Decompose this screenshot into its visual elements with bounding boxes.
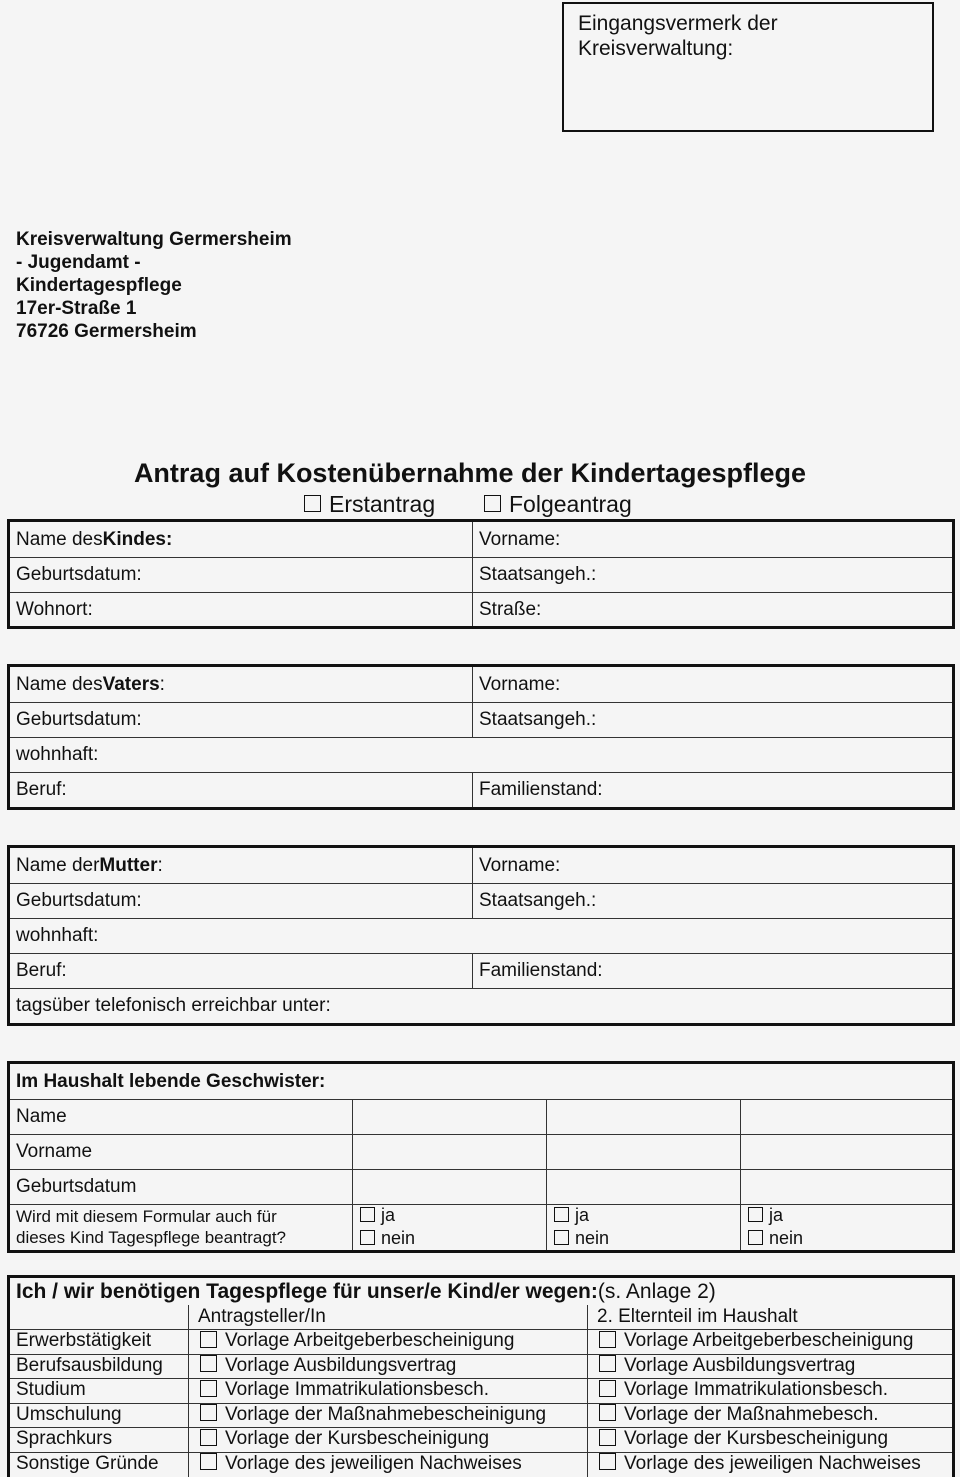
- checkbox-icon[interactable]: [748, 1230, 763, 1245]
- child-birthdate-label: Geburtsdatum:: [16, 563, 142, 585]
- label-text: Name des: [16, 528, 103, 550]
- reason-label: Erwerbstätigkeit: [16, 1330, 152, 1352]
- reason-label: Studium: [16, 1379, 86, 1401]
- child-street-label: Straße:: [479, 598, 542, 620]
- child-name-row[interactable]: [10, 522, 952, 558]
- applicant-doc-option[interactable]: [194, 1378, 489, 1403]
- address-line: Kreisverwaltung Germersheim: [16, 229, 292, 250]
- yes-label: ja: [769, 1205, 784, 1225]
- sibling-1-choice: [354, 1204, 415, 1250]
- checkbox-icon[interactable]: [599, 1404, 616, 1421]
- applicant-doc-option[interactable]: [194, 1427, 489, 1452]
- child-birth-row[interactable]: [10, 557, 952, 593]
- checkbox-icon[interactable]: [360, 1207, 375, 1222]
- form-title: Antrag auf Kostenübernahme der Kindertagespflege: [133, 458, 807, 488]
- doc-label: Vorlage Arbeitgeberbescheinigung: [624, 1330, 914, 1352]
- no-label: nein: [575, 1228, 610, 1248]
- mother-birthdate-label: Geburtsdatum:: [16, 889, 142, 911]
- child-section: [7, 519, 955, 629]
- no-label: nein: [769, 1228, 804, 1248]
- care-need-header: [10, 1278, 716, 1305]
- doc-label: Vorlage Immatrikulationsbesch.: [624, 1379, 889, 1401]
- mother-residence-label: wohnhaft:: [16, 924, 99, 946]
- applicant-doc-option[interactable]: [194, 1452, 522, 1477]
- care-need-col-header-row: [10, 1305, 952, 1330]
- second-parent-doc-option[interactable]: [593, 1329, 913, 1354]
- label-text: :: [157, 854, 163, 876]
- mother-section: [7, 845, 955, 1026]
- doc-label: Vorlage der Maßnahmebesch.: [624, 1403, 879, 1425]
- yes-option[interactable]: [748, 1204, 783, 1227]
- care-reason-row[interactable]: [10, 1378, 952, 1404]
- option-label: Erstantrag: [329, 491, 436, 517]
- sibling-3-choice: [742, 1204, 803, 1250]
- care-need-header-row: [10, 1278, 952, 1305]
- no-option[interactable]: [748, 1227, 803, 1250]
- checkbox-icon[interactable]: [304, 495, 321, 512]
- applicant-doc-option[interactable]: [194, 1354, 456, 1379]
- sibling-firstname-label: Vorname: [16, 1140, 93, 1162]
- sibling-question: [10, 1204, 286, 1250]
- label-bold: Vaters: [102, 673, 160, 695]
- reason-label: Sonstige Gründe: [16, 1452, 159, 1474]
- mother-nationality-label: Staatsangeh.:: [479, 889, 597, 911]
- label-text: Name des: [16, 673, 103, 695]
- mother-address-row[interactable]: [10, 918, 952, 954]
- option-folgeantrag[interactable]: [484, 490, 632, 518]
- sibling-birthdate-row[interactable]: [10, 1169, 952, 1205]
- checkbox-icon[interactable]: [200, 1453, 217, 1470]
- mother-job-label: Beruf:: [16, 959, 67, 981]
- mother-name-row[interactable]: [10, 848, 952, 884]
- father-birth-row[interactable]: [10, 702, 952, 738]
- father-marital-label: Familienstand:: [479, 778, 603, 800]
- checkbox-icon[interactable]: [554, 1230, 569, 1245]
- stamp-line1: Eingangsvermerk der: [578, 12, 778, 35]
- father-section: [7, 664, 955, 810]
- checkbox-icon[interactable]: [599, 1453, 616, 1470]
- reason-label: Sprachkurs: [16, 1428, 113, 1450]
- sibling-2-choice: [548, 1204, 609, 1250]
- checkbox-icon[interactable]: [599, 1429, 616, 1446]
- applicant-doc-option[interactable]: [194, 1403, 546, 1428]
- child-name-label: [10, 522, 172, 557]
- yes-label: ja: [575, 1205, 590, 1225]
- father-residence-label: wohnhaft:: [16, 743, 99, 765]
- address-line: - Jugendamt -: [16, 252, 141, 273]
- siblings-header-row: [10, 1064, 952, 1100]
- checkbox-icon[interactable]: [748, 1207, 763, 1222]
- address-line: 17er-Straße 1: [16, 298, 137, 319]
- checkbox-icon[interactable]: [200, 1404, 217, 1421]
- father-firstname-label: Vorname:: [479, 673, 561, 695]
- stamp-line2: Kreisverwaltung:: [578, 37, 734, 60]
- question-line: dieses Kind Tagespflege beantragt?: [16, 1228, 286, 1247]
- father-birthdate-label: Geburtsdatum:: [16, 708, 142, 730]
- checkbox-icon[interactable]: [200, 1331, 217, 1348]
- siblings-header: Im Haushalt lebende Geschwister:: [16, 1070, 326, 1092]
- father-nationality-label: Staatsangeh.:: [479, 708, 597, 730]
- checkbox-icon[interactable]: [554, 1207, 569, 1222]
- col-second-parent: 2. Elternteil im Haushalt: [597, 1306, 798, 1327]
- doc-label: Vorlage des jeweiligen Nachweises: [624, 1452, 921, 1474]
- label-text: :: [159, 673, 165, 695]
- address-line: 76726 Germersheim: [16, 321, 197, 342]
- care-reason-row[interactable]: [10, 1354, 952, 1380]
- reason-label: Berufsausbildung: [16, 1354, 163, 1376]
- second-parent-doc-option[interactable]: [593, 1452, 921, 1477]
- mother-job-row[interactable]: [10, 953, 952, 989]
- mother-phone-label: tagsüber telefonisch erreichbar unter:: [16, 994, 331, 1016]
- doc-label: Vorlage Arbeitgeberbescheinigung: [225, 1330, 515, 1352]
- care-reason-row[interactable]: [10, 1329, 952, 1355]
- no-option[interactable]: [360, 1227, 415, 1250]
- sibling-question-row: [10, 1204, 952, 1250]
- father-job-row[interactable]: [10, 772, 952, 807]
- second-parent-doc-option[interactable]: [593, 1354, 855, 1379]
- mother-name-label: [10, 848, 163, 883]
- no-label: nein: [381, 1228, 416, 1248]
- question-line: Wird mit diesem Formular auch für: [16, 1207, 277, 1226]
- checkbox-icon[interactable]: [599, 1380, 616, 1397]
- child-residence-label: Wohnort:: [16, 598, 93, 620]
- mother-birth-row[interactable]: [10, 883, 952, 919]
- sibling-name-row[interactable]: [10, 1099, 952, 1135]
- father-address-row[interactable]: [10, 737, 952, 773]
- checkbox-icon[interactable]: [200, 1355, 217, 1372]
- doc-label: Vorlage Immatrikulationsbesch.: [225, 1379, 490, 1401]
- yes-option[interactable]: [360, 1204, 395, 1227]
- doc-label: Vorlage der Maßnahmebescheinigung: [225, 1403, 547, 1425]
- doc-label: Vorlage Ausbildungsvertrag: [225, 1354, 457, 1376]
- checkbox-icon[interactable]: [599, 1355, 616, 1372]
- checkbox-icon[interactable]: [360, 1230, 375, 1245]
- mother-phone-row[interactable]: [10, 988, 952, 1023]
- father-job-label: Beruf:: [16, 778, 67, 800]
- checkbox-icon[interactable]: [599, 1331, 616, 1348]
- care-reason-row[interactable]: [10, 1427, 952, 1453]
- address-line: Kindertagespflege: [16, 275, 182, 296]
- header-note: (s. Anlage 2): [597, 1279, 716, 1303]
- care-need-section: [7, 1275, 955, 1477]
- child-firstname-label: Vorname:: [479, 528, 561, 550]
- header-bold: Ich / wir benötigen Tagespflege für unser/e Kind/er wegen:: [16, 1279, 598, 1303]
- mother-firstname-label: Vorname:: [479, 854, 561, 876]
- father-name-row[interactable]: [10, 667, 952, 703]
- checkbox-icon[interactable]: [200, 1380, 217, 1397]
- second-parent-doc-option[interactable]: [593, 1427, 888, 1452]
- mother-marital-label: Familienstand:: [479, 959, 603, 981]
- doc-label: Vorlage der Kursbescheinigung: [624, 1428, 889, 1450]
- recipient-address: [16, 228, 292, 343]
- yes-label: ja: [381, 1205, 396, 1225]
- doc-label: Vorlage der Kursbescheinigung: [225, 1428, 490, 1450]
- sibling-firstname-row[interactable]: [10, 1134, 952, 1170]
- care-reason-row[interactable]: [10, 1403, 952, 1429]
- siblings-section: [7, 1061, 955, 1253]
- label-text: Name der: [16, 854, 100, 876]
- father-name-label: [10, 667, 165, 702]
- label-bold: Kindes:: [102, 528, 173, 550]
- child-nationality-label: Staatsangeh.:: [479, 563, 597, 585]
- yes-option[interactable]: [554, 1204, 589, 1227]
- option-label: Folgeantrag: [509, 491, 632, 517]
- second-parent-doc-option[interactable]: [593, 1378, 888, 1403]
- sibling-birthdate-label: Geburtsdatum: [16, 1175, 137, 1197]
- label-bold: Mutter: [99, 854, 158, 876]
- child-address-row[interactable]: [10, 592, 952, 627]
- reason-label: Umschulung: [16, 1403, 122, 1425]
- option-erstantrag[interactable]: [304, 490, 435, 518]
- no-option[interactable]: [554, 1227, 609, 1250]
- checkbox-icon[interactable]: [484, 495, 501, 512]
- sibling-name-label: Name: [16, 1105, 67, 1127]
- doc-label: Vorlage Ausbildungsvertrag: [624, 1354, 856, 1376]
- checkbox-icon[interactable]: [200, 1429, 217, 1446]
- col-applicant: Antragsteller/In: [198, 1306, 326, 1327]
- applicant-doc-option[interactable]: [194, 1329, 514, 1354]
- care-reason-row[interactable]: [10, 1452, 952, 1477]
- doc-label: Vorlage des jeweiligen Nachweises: [225, 1452, 522, 1474]
- second-parent-doc-option[interactable]: [593, 1403, 879, 1428]
- intake-stamp-box: [562, 2, 934, 132]
